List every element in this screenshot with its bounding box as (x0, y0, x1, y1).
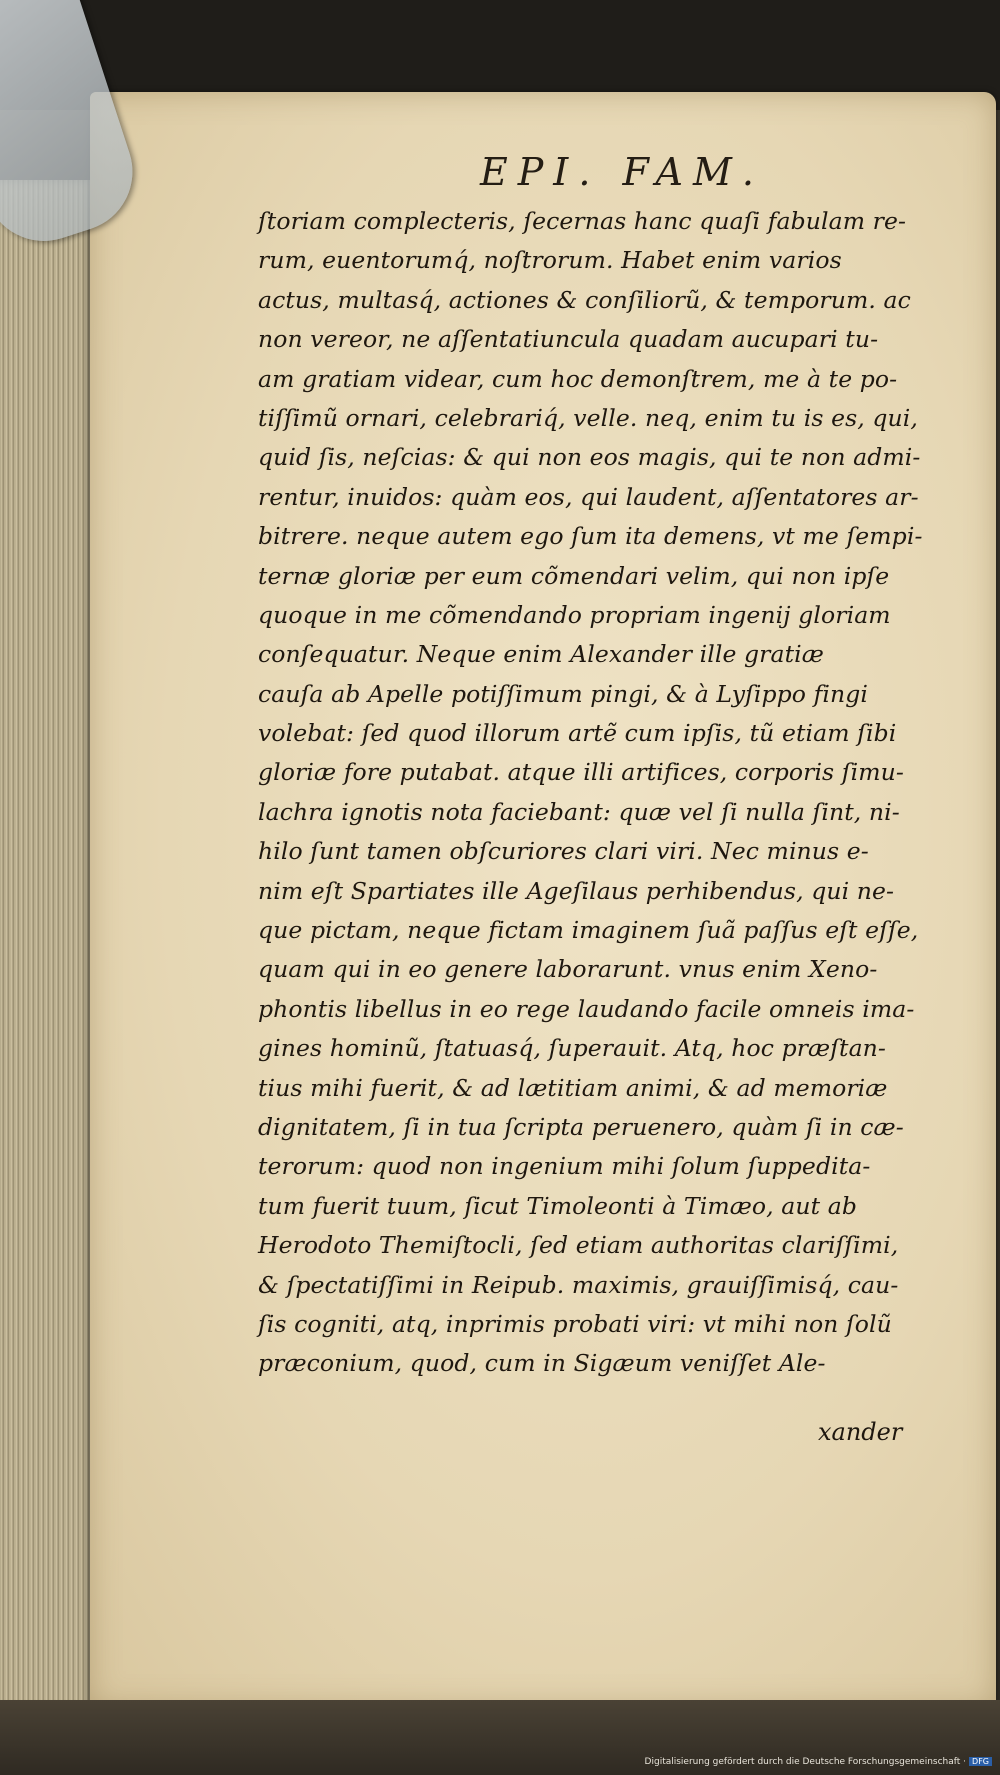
text-line: bitrere. neque autem ego ſum ita demens, vt me ſempi- (258, 522, 923, 551)
text-line: am gratiam videar, cum hoc demonſtrem, me à te po- (258, 364, 898, 393)
text-line: volebat: ſed quod illorum artẽ cum ipſis, tũ etiam ſibi (258, 719, 897, 748)
digitization-credit (645, 1757, 992, 1767)
running-head: EPI. FAM. (480, 150, 764, 194)
text-line: lachra ignotis nota faciebant: quæ vel ſi nulla ſint, ni- (258, 797, 900, 826)
text-line: tum fuerit tuum, ſicut Timoleonti à Timæo, aut ab (258, 1191, 857, 1220)
dfg-logo: DFG (969, 1757, 992, 1766)
book-page-edges (0, 180, 95, 1710)
text-line: gloriæ fore putabat. atque illi artifices, corporis ſimu- (258, 758, 904, 787)
text-line: non vereor, ne aſſentatiuncula quadam aucupari tu- (258, 325, 879, 354)
text-line: actus, multasq́, actiones & conſiliorũ, & temporum. ac (258, 285, 911, 314)
text-line: tius mihi fuerit, & ad lætitiam animi, & ad memoriæ (258, 1073, 888, 1102)
text-line: quam qui in eo genere laborarunt. vnus enim Xeno- (258, 955, 878, 984)
credit-text: Digitalisierung gefördert durch die Deutsche Forschungsgemeinschaft · (644, 1757, 967, 1767)
text-line: ſtoriam complecteris, ſecernas hanc quaſi fabulam re- (258, 207, 907, 235)
text-line: quoque in me cõmendando propriam ingenij gloriam (258, 600, 891, 629)
text-line: præconium, quod, cum in Sigæum veniſſet Ale- (258, 1349, 826, 1378)
text-line: tiſſimũ ornari, celebrariq́, velle. neq, enim tu is es, qui, (258, 403, 918, 432)
text-line: dignitatem, ſi in tua ſcripta peruenero, quàm ſi in cæ- (258, 1112, 904, 1141)
text-line: phontis libellus in eo rege laudando facile omneis ima- (258, 994, 915, 1023)
text-line: gines hominũ, ſtatuasq́, ſuperauit. Atq, hoc præſtan- (258, 1034, 886, 1063)
catchword: xander (818, 1418, 903, 1446)
body-text (258, 202, 958, 1384)
text-line: conſequatur. Neque enim Alexander ille gratiæ (258, 640, 824, 669)
text-line: nim eſt Spartiates ille Ageſilaus perhibendus, qui ne- (258, 876, 895, 905)
text-line: Herodoto Themiſtocli, ſed etiam authoritas clariſſimi, (258, 1231, 899, 1260)
text-line: hilo ſunt tamen obſcuriores clari viri. Nec minus e- (258, 837, 869, 866)
text-line: cauſa ab Apelle potiſſimum pingi, & à Lyſippo fingi (258, 679, 869, 708)
text-line: que pictam, neque fictam imaginem ſuã paſſus eſt eſſe, (258, 916, 919, 945)
text-line: quid ſis, neſcias: & qui non eos magis, qui te non admi- (258, 443, 921, 472)
text-line: ternæ gloriæ per eum cõmendari velim, qui non ipſe (258, 561, 890, 590)
text-line: rentur, inuidos: quàm eos, qui laudent, aſſentatores ar- (258, 482, 919, 511)
text-line: & ſpectatiſſimi in Reipub. maximis, grauiſſimisq́, cau- (258, 1270, 899, 1299)
text-line: terorum: quod non ingenium mihi ſolum ſuppedita- (258, 1152, 871, 1181)
text-line: rum, euentorumq́, noſtrorum. Habet enim varios (258, 246, 842, 275)
text-line: ſis cogniti, atq, inprimis probati viri: vt mihi non ſolũ (258, 1309, 892, 1338)
